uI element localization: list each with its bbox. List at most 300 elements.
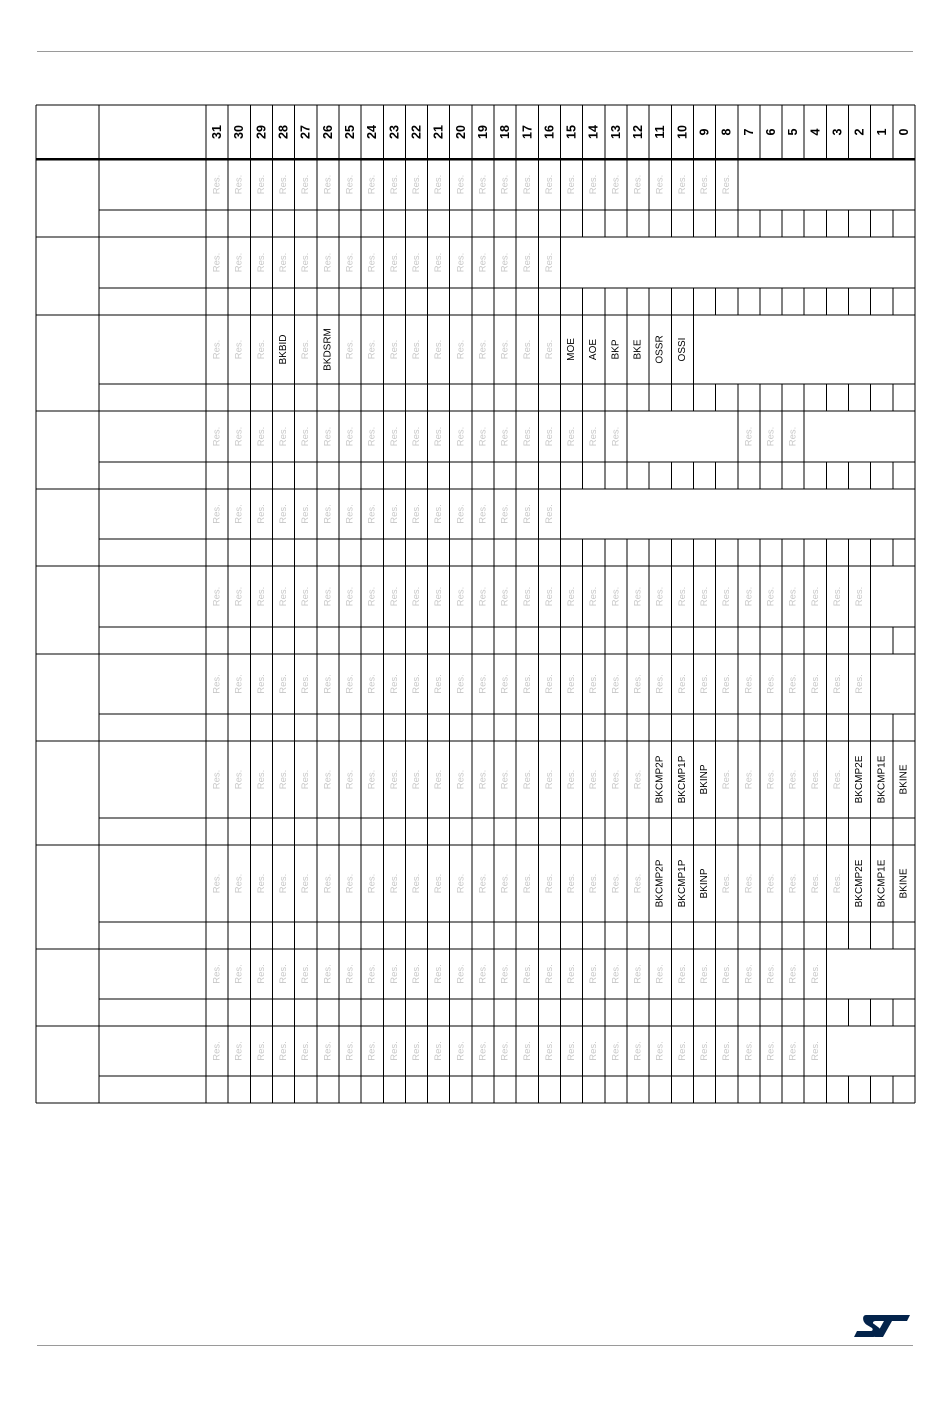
reserved-bit-label: Res. (433, 504, 445, 524)
bit-number-18: 18 (498, 125, 513, 139)
reserved-bit-label: Res. (366, 873, 378, 894)
reserved-bit-label: Res. (654, 964, 666, 984)
reserved-bit-label: Res. (676, 1041, 688, 1061)
reserved-bit-label: Res. (255, 504, 267, 524)
reserved-bit-label: Res. (455, 873, 467, 894)
bit-number-24: 24 (365, 125, 380, 139)
bit-number-12: 12 (631, 125, 646, 139)
reserved-bit-label: Res. (322, 674, 334, 694)
reserved-bit-label: Res. (366, 252, 378, 273)
reserved-bit-label: Res. (588, 873, 600, 894)
reserved-bit-label: Res. (721, 964, 733, 984)
reserved-bit-label: Res. (654, 586, 666, 607)
reserved-bit-label: Res. (743, 873, 755, 894)
reserved-bit-label: Res. (255, 426, 267, 447)
reserved-bit-label: Res. (809, 873, 821, 894)
reserved-bit-label: Res. (654, 1041, 666, 1061)
reserved-bit-label: Res. (255, 873, 267, 894)
reserved-bit-label: Res. (632, 174, 644, 195)
reserved-bit-label: Res. (322, 873, 334, 894)
reserved-bit-label: Res. (388, 339, 400, 360)
reserved-bit-label: Res. (233, 964, 245, 984)
reserved-bit-label: Res. (410, 504, 422, 524)
reserved-bit-label: Res. (787, 964, 799, 984)
field-name-bkcmp2e: BKCMP2E (854, 755, 866, 804)
reserved-bit-label: Res. (610, 964, 622, 984)
reserved-bit-label: Res. (278, 964, 290, 984)
reserved-bit-label: Res. (233, 504, 245, 524)
reserved-bit-label: Res. (477, 769, 489, 790)
reserved-bit-label: Res. (676, 674, 688, 694)
field-name-bkcmp2p: BKCMP2P (654, 859, 666, 908)
reserved-bit-label: Res. (477, 1041, 489, 1061)
field-name-bkcmp2p: BKCMP2P (654, 755, 666, 804)
reserved-bit-label: Res. (588, 769, 600, 790)
reserved-bit-label: Res. (566, 964, 578, 984)
reserved-bit-label: Res. (455, 586, 467, 607)
bit-number-16: 16 (542, 125, 557, 139)
reserved-bit-label: Res. (255, 252, 267, 273)
reserved-bit-label: Res. (322, 1041, 334, 1061)
reserved-bit-label: Res. (278, 586, 290, 607)
bit-number-23: 23 (387, 125, 402, 139)
reserved-bit-label: Res. (278, 1041, 290, 1061)
reserved-bit-label: Res. (211, 504, 223, 524)
field-name-aoe: AOE (588, 338, 600, 361)
reserved-bit-label: Res. (610, 586, 622, 607)
reserved-bit-label: Res. (278, 769, 290, 790)
reserved-bit-label: Res. (699, 586, 711, 607)
reserved-bit-label: Res. (765, 1041, 777, 1061)
reserved-bit-label: Res. (743, 674, 755, 694)
reserved-bit-label: Res. (322, 252, 334, 273)
reserved-bit-label: Res. (255, 339, 267, 360)
reserved-bit-label: Res. (322, 174, 334, 195)
reserved-bit-label: Res. (278, 674, 290, 694)
bit-number-21: 21 (431, 125, 446, 139)
reserved-bit-label: Res. (344, 873, 356, 894)
reserved-bit-label: Res. (278, 174, 290, 195)
reserved-bit-label: Res. (344, 674, 356, 694)
reserved-bit-label: Res. (477, 964, 489, 984)
field-name-bkdsrm: BKDSRM (322, 328, 334, 371)
reserved-bit-label: Res. (632, 964, 644, 984)
reserved-bit-label: Res. (300, 769, 312, 790)
bit-number-25: 25 (343, 125, 358, 139)
reserved-bit-label: Res. (632, 1041, 644, 1061)
reserved-bit-label: Res. (699, 674, 711, 694)
reserved-bit-label: Res. (499, 339, 511, 360)
reserved-bit-label: Res. (521, 339, 533, 360)
field-name-bkcmp2e: BKCMP2E (854, 859, 866, 908)
reserved-bit-label: Res. (344, 586, 356, 607)
reserved-bit-label: Res. (676, 964, 688, 984)
reserved-bit-label: Res. (610, 769, 622, 790)
reserved-bit-label: Res. (233, 1041, 245, 1061)
bit-number-1: 1 (874, 128, 889, 136)
reserved-bit-label: Res. (322, 769, 334, 790)
reserved-bit-label: Res. (211, 426, 223, 447)
reserved-bit-label: Res. (566, 769, 578, 790)
reserved-bit-label: Res. (211, 1041, 223, 1061)
reserved-bit-label: Res. (477, 586, 489, 607)
reserved-bit-label: Res. (366, 1041, 378, 1061)
reserved-bit-label: Res. (322, 504, 334, 524)
reserved-bit-label: Res. (521, 252, 533, 273)
reserved-bit-label: Res. (366, 504, 378, 524)
reserved-bit-label: Res. (787, 426, 799, 447)
reserved-bit-label: Res. (233, 339, 245, 360)
reserved-bit-label: Res. (676, 174, 688, 195)
reserved-bit-label: Res. (366, 674, 378, 694)
reserved-bit-label: Res. (610, 873, 622, 894)
reserved-bit-label: Res. (676, 586, 688, 607)
field-name-bkine: BKINE (898, 868, 910, 899)
reserved-bit-label: Res. (300, 964, 312, 984)
reserved-bit-label: Res. (344, 339, 356, 360)
reserved-bit-label: Res. (344, 504, 356, 524)
reserved-bit-label: Res. (588, 174, 600, 195)
reserved-bit-label: Res. (632, 674, 644, 694)
reserved-bit-label: Res. (521, 873, 533, 894)
reserved-bit-label: Res. (433, 873, 445, 894)
reserved-bit-label: Res. (477, 426, 489, 447)
reserved-bit-label: Res. (477, 873, 489, 894)
reserved-bit-label: Res. (211, 769, 223, 790)
reserved-bit-label: Res. (388, 964, 400, 984)
reserved-bit-label: Res. (566, 586, 578, 607)
reserved-bit-label: Res. (521, 504, 533, 524)
reserved-bit-label: Res. (344, 174, 356, 195)
reserved-bit-label: Res. (233, 426, 245, 447)
bit-number-20: 20 (453, 125, 468, 139)
reserved-bit-label: Res. (699, 964, 711, 984)
reserved-bit-label: Res. (278, 873, 290, 894)
field-name-bkbid: BKBID (278, 334, 290, 365)
reserved-bit-label: Res. (521, 769, 533, 790)
reserved-bit-label: Res. (410, 426, 422, 447)
reserved-bit-label: Res. (233, 586, 245, 607)
reserved-bit-label: Res. (344, 252, 356, 273)
field-name-ossr: OSSR (654, 335, 666, 364)
field-name-bkp: BKP (610, 339, 622, 360)
reserved-bit-label: Res. (588, 674, 600, 694)
reserved-bit-label: Res. (521, 174, 533, 195)
bit-number-19: 19 (475, 125, 490, 139)
reserved-bit-label: Res. (410, 252, 422, 273)
reserved-bit-label: Res. (455, 252, 467, 273)
reserved-bit-label: Res. (477, 674, 489, 694)
bit-number-0: 0 (896, 128, 911, 136)
reserved-bit-label: Res. (300, 174, 312, 195)
reserved-bit-label: Res. (543, 339, 555, 360)
reserved-bit-label: Res. (743, 586, 755, 607)
reserved-bit-label: Res. (211, 174, 223, 195)
reserved-bit-label: Res. (255, 1041, 267, 1061)
reserved-bit-label: Res. (765, 873, 777, 894)
reserved-bit-label: Res. (233, 174, 245, 195)
reserved-bit-label: Res. (255, 964, 267, 984)
reserved-bit-label: Res. (721, 1041, 733, 1061)
reserved-bit-label: Res. (499, 769, 511, 790)
reserved-bit-label: Res. (566, 174, 578, 195)
reserved-bit-label: Res. (410, 339, 422, 360)
reserved-bit-label: Res. (255, 674, 267, 694)
reserved-bit-label: Res. (521, 964, 533, 984)
reserved-bit-label: Res. (300, 873, 312, 894)
reserved-bit-label: Res. (721, 769, 733, 790)
reserved-bit-label: Res. (654, 174, 666, 195)
reserved-bit-label: Res. (477, 504, 489, 524)
reserved-bit-label: Res. (699, 1041, 711, 1061)
reserved-bit-label: Res. (588, 586, 600, 607)
reserved-bit-label: Res. (410, 769, 422, 790)
reserved-bit-label: Res. (566, 426, 578, 447)
reserved-bit-label: Res. (433, 174, 445, 195)
bit-number-17: 17 (520, 125, 535, 139)
st-logo (852, 1310, 912, 1340)
bit-number-30: 30 (232, 125, 247, 139)
reserved-bit-label: Res. (410, 586, 422, 607)
reserved-bit-label: Res. (211, 586, 223, 607)
reserved-bit-label: Res. (278, 252, 290, 273)
reserved-bit-label: Res. (831, 873, 843, 894)
reserved-bit-label: Res. (278, 504, 290, 524)
reserved-bit-label: Res. (433, 426, 445, 447)
reserved-bit-label: Res. (787, 1041, 799, 1061)
reserved-bit-label: Res. (743, 1041, 755, 1061)
reserved-bit-label: Res. (433, 339, 445, 360)
reserved-bit-label: Res. (344, 964, 356, 984)
field-name-bkcmp1p: BKCMP1P (676, 755, 688, 804)
reserved-bit-label: Res. (433, 586, 445, 607)
reserved-bit-label: Res. (854, 674, 866, 694)
reserved-bit-label: Res. (344, 769, 356, 790)
bit-number-10: 10 (675, 125, 690, 139)
reserved-bit-label: Res. (388, 426, 400, 447)
reserved-bit-label: Res. (322, 426, 334, 447)
bit-number-29: 29 (254, 125, 269, 139)
reserved-bit-label: Res. (743, 964, 755, 984)
reserved-bit-label: Res. (255, 174, 267, 195)
bit-number-8: 8 (719, 128, 734, 136)
reserved-bit-label: Res. (300, 339, 312, 360)
reserved-bit-label: Res. (410, 674, 422, 694)
bit-number-22: 22 (409, 125, 424, 139)
reserved-bit-label: Res. (322, 964, 334, 984)
reserved-bit-label: Res. (300, 504, 312, 524)
reserved-bit-label: Res. (388, 504, 400, 524)
bit-number-7: 7 (741, 128, 756, 136)
reserved-bit-label: Res. (499, 426, 511, 447)
reserved-bit-label: Res. (300, 426, 312, 447)
reserved-bit-label: Res. (809, 964, 821, 984)
bit-number-28: 28 (276, 125, 291, 139)
reserved-bit-label: Res. (388, 174, 400, 195)
reserved-bit-label: Res. (233, 769, 245, 790)
reserved-bit-label: Res. (809, 586, 821, 607)
reserved-bit-label: Res. (410, 1041, 422, 1061)
reserved-bit-label: Res. (721, 674, 733, 694)
reserved-bit-label: Res. (543, 1041, 555, 1061)
reserved-bit-label: Res. (499, 174, 511, 195)
reserved-bit-label: Res. (566, 674, 578, 694)
reserved-bit-label: Res. (433, 252, 445, 273)
reserved-bit-label: Res. (721, 586, 733, 607)
reserved-bit-label: Res. (455, 1041, 467, 1061)
reserved-bit-label: Res. (610, 174, 622, 195)
reserved-bit-label: Res. (255, 586, 267, 607)
reserved-bit-label: Res. (588, 426, 600, 447)
field-name-bkcmp1e: BKCMP1E (876, 755, 888, 804)
reserved-bit-label: Res. (233, 873, 245, 894)
reserved-bit-label: Res. (809, 769, 821, 790)
reserved-bit-label: Res. (455, 174, 467, 195)
reserved-bit-label: Res. (388, 1041, 400, 1061)
reserved-bit-label: Res. (566, 1041, 578, 1061)
reserved-bit-label: Res. (366, 426, 378, 447)
reserved-bit-label: Res. (433, 769, 445, 790)
reserved-bit-label: Res. (455, 674, 467, 694)
reserved-bit-label: Res. (588, 964, 600, 984)
field-name-bkine: BKINE (898, 764, 910, 795)
reserved-bit-label: Res. (809, 674, 821, 694)
reserved-bit-label: Res. (809, 1041, 821, 1061)
bit-number-5: 5 (786, 128, 801, 136)
reserved-bit-label: Res. (787, 769, 799, 790)
reserved-bit-label: Res. (765, 586, 777, 607)
bit-number-31: 31 (210, 125, 225, 139)
reserved-bit-label: Res. (831, 769, 843, 790)
reserved-bit-label: Res. (543, 964, 555, 984)
reserved-bit-label: Res. (300, 674, 312, 694)
reserved-bit-label: Res. (455, 339, 467, 360)
reserved-bit-label: Res. (566, 873, 578, 894)
reserved-bit-label: Res. (322, 586, 334, 607)
reserved-bit-label: Res. (543, 769, 555, 790)
reserved-bit-label: Res. (721, 873, 733, 894)
reserved-bit-label: Res. (255, 769, 267, 790)
reserved-bit-label: Res. (543, 174, 555, 195)
reserved-bit-label: Res. (610, 426, 622, 447)
bit-number-3: 3 (830, 128, 845, 136)
reserved-bit-label: Res. (743, 769, 755, 790)
reserved-bit-label: Res. (433, 674, 445, 694)
reserved-bit-label: Res. (366, 964, 378, 984)
reserved-bit-label: Res. (521, 1041, 533, 1061)
reserved-bit-label: Res. (610, 674, 622, 694)
reserved-bit-label: Res. (455, 769, 467, 790)
reserved-bit-label: Res. (455, 964, 467, 984)
field-name-bke: BKE (632, 339, 644, 360)
reserved-bit-label: Res. (366, 769, 378, 790)
bit-number-2: 2 (852, 128, 867, 136)
reserved-bit-label: Res. (765, 964, 777, 984)
reserved-bit-label: Res. (831, 586, 843, 607)
reserved-bit-label: Res. (521, 586, 533, 607)
bit-number-15: 15 (564, 125, 579, 139)
bit-number-14: 14 (586, 125, 601, 139)
reserved-bit-label: Res. (388, 873, 400, 894)
reserved-bit-label: Res. (543, 674, 555, 694)
reserved-bit-label: Res. (300, 252, 312, 273)
reserved-bit-label: Res. (588, 1041, 600, 1061)
reserved-bit-label: Res. (499, 964, 511, 984)
reserved-bit-label: Res. (278, 426, 290, 447)
reserved-bit-label: Res. (521, 674, 533, 694)
bit-number-13: 13 (608, 125, 623, 139)
field-name-bkinp: BKINP (699, 868, 711, 899)
field-name-bkcmp1p: BKCMP1P (676, 859, 688, 908)
reserved-bit-label: Res. (433, 964, 445, 984)
reserved-bit-label: Res. (831, 674, 843, 694)
reserved-bit-label: Res. (543, 873, 555, 894)
reserved-bit-label: Res. (233, 674, 245, 694)
reserved-bit-label: Res. (499, 586, 511, 607)
reserved-bit-label: Res. (610, 1041, 622, 1061)
reserved-bit-label: Res. (366, 174, 378, 195)
reserved-bit-label: Res. (543, 252, 555, 273)
reserved-bit-label: Res. (410, 964, 422, 984)
reserved-bit-label: Res. (455, 504, 467, 524)
reserved-bit-label: Res. (410, 174, 422, 195)
reserved-bit-label: Res. (477, 339, 489, 360)
field-name-moe: MOE (566, 338, 578, 361)
reserved-bit-label: Res. (211, 339, 223, 360)
reserved-bit-label: Res. (521, 426, 533, 447)
bit-number-27: 27 (298, 125, 313, 139)
reserved-bit-label: Res. (721, 174, 733, 195)
reserved-bit-label: Res. (300, 1041, 312, 1061)
reserved-bit-label: Res. (499, 1041, 511, 1061)
bit-number-9: 9 (697, 128, 712, 136)
reserved-bit-label: Res. (388, 769, 400, 790)
reserved-bit-label: Res. (499, 873, 511, 894)
reserved-bit-label: Res. (632, 769, 644, 790)
reserved-bit-label: Res. (344, 1041, 356, 1061)
reserved-bit-label: Res. (765, 674, 777, 694)
reserved-bit-label: Res. (654, 674, 666, 694)
reserved-bit-label: Res. (543, 586, 555, 607)
reserved-bit-label: Res. (499, 674, 511, 694)
field-name-bkinp: BKINP (699, 764, 711, 795)
reserved-bit-label: Res. (410, 873, 422, 894)
field-name-ossi: OSSI (676, 337, 688, 362)
reserved-bit-label: Res. (211, 252, 223, 273)
reserved-bit-label: Res. (854, 586, 866, 607)
reserved-bit-label: Res. (543, 504, 555, 524)
reserved-bit-label: Res. (388, 252, 400, 273)
reserved-bit-label: Res. (211, 873, 223, 894)
reserved-bit-label: Res. (300, 586, 312, 607)
reserved-bit-label: Res. (699, 174, 711, 195)
reserved-bit-label: Res. (366, 586, 378, 607)
reserved-bit-label: Res. (211, 964, 223, 984)
reserved-bit-label: Res. (366, 339, 378, 360)
reserved-bit-label: Res. (211, 674, 223, 694)
reserved-bit-label: Res. (455, 426, 467, 447)
reserved-bit-label: Res. (743, 426, 755, 447)
reserved-bit-label: Res. (344, 426, 356, 447)
bit-number-11: 11 (653, 125, 668, 139)
bit-number-6: 6 (763, 128, 778, 136)
reserved-bit-label: Res. (787, 586, 799, 607)
reserved-bit-label: Res. (632, 873, 644, 894)
bit-number-26: 26 (320, 125, 335, 139)
reserved-bit-label: Res. (787, 674, 799, 694)
reserved-bit-label: Res. (233, 252, 245, 273)
field-name-bkcmp1e: BKCMP1E (876, 859, 888, 908)
